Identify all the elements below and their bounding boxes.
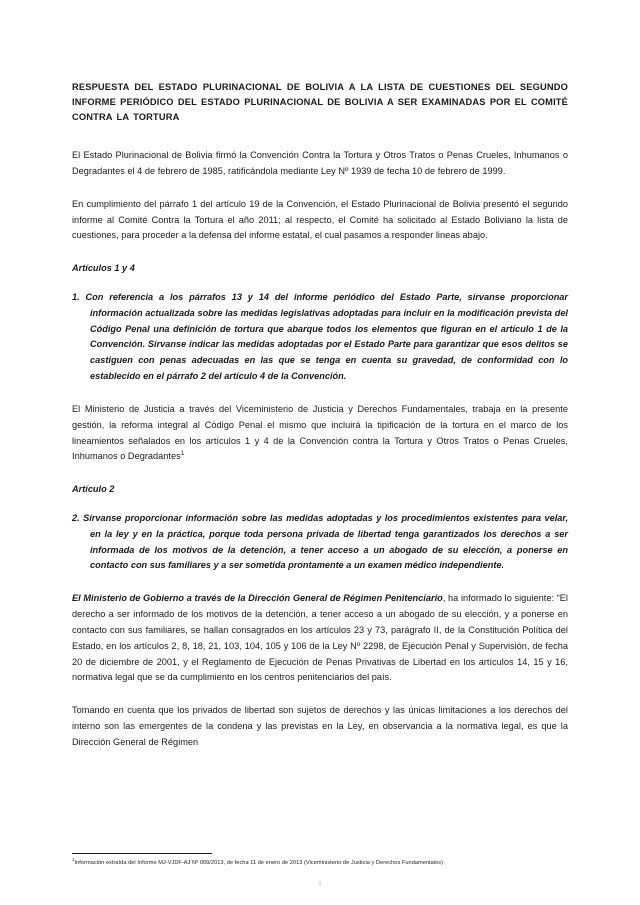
- closing-paragraph: Tomando en cuenta que los privados de libertad son sujetos de derechos y las únicas limitaciones a los derechos del interno son las emergentes de la condena y las previstas en la Ley, en observancia a la normativa legal, es que la Dirección General de Régimen: [72, 705, 568, 747]
- question-number-2: 2.: [72, 513, 80, 523]
- answer-paragraph-2: [72, 591, 568, 686]
- section-heading-articulos-1-y-4: Artículos 1 y 4: [72, 263, 135, 274]
- footnote-area: [72, 853, 568, 867]
- page-title: RESPUESTA DEL ESTADO PLURINACIONAL DE BOLIVIA A LA LISTA DE CUESTIONES DEL SEGUNDO INFORME PERIÓDICO DEL ESTADO PLURINACIONAL DE BOLIVIA A SER EXAMINADAS POR EL COMITÉ CONTRA LA TORTURA: [72, 82, 568, 123]
- question-item-1: [72, 290, 568, 385]
- footnote-separator: [72, 853, 212, 854]
- answer-text-1: El Ministerio de Justicia a través del Viceministerio de Justicia y Derechos Fundamentales, trabaja en la presente gestión, la reforma integral al Código Penal el mismo que incluirá la tipificación de la tortura en el marco de los lineamientos señalados en los artículos 1 y 4 de la Convención contra la Tortura y Otros Tratos o Penas Crueles, Inhumanos o Degradantes: [72, 403, 568, 462]
- section-heading-articulo-2: Artículo 2: [72, 484, 115, 495]
- answer-paragraph-1: [72, 402, 568, 465]
- footnote-marker: 1: [72, 857, 75, 863]
- page-number: 1: [318, 880, 322, 887]
- question-text-2: Sírvanse proporcionar información sobre las medidas adoptadas y los procedimientos existentes para velar, en la ley y en la práctica, porque toda persona privada de libertad tenga garantizados los derechos a ser informada de los motivos de la detención, a tener acceso a un abogado de su elección, a ponerse en contacto con sus familiares y a ser sometida prontamente a un examen médico independiente.: [83, 513, 568, 571]
- question-text-1: Con referencia a los párrafos 13 y 14 del informe periódico del Estado Parte, sírvanse proporcionar información actualizada sobre las medidas legislativas adoptadas para incluir en la modificación prevista del Código Penal una definición de tortura que abarque todos los elementos que figuran en el artículo 1 de la Convención. Sírvanse indicar las medidas adoptadas por el Estado Parte para garantizar que esos delitos se castiguen con penas adecuadas en las que se tenga en cuenta su gravedad, de conformidad con lo establecido en el párrafo 2 del artículo 4 de la Convención.: [85, 292, 568, 382]
- intro-paragraph-2: En cumplimiento del párrafo 1 del artículo 19 de la Convención, el Estado Plurinacional de Bolivia presentó el segundo informe al Comité Contra la Tortura el año 2011; al respecto, el Comité ha solicitado al Estado Boliviano la lista de cuestiones, para proceder a la defensa del informe estatal, el cual pasamos a responder lineas abajo.: [72, 198, 568, 241]
- intro-paragraph-1: El Estado Plurinacional de Bolivia firmó la Convención Contra la Tortura y Otros Tratos o Penas Crueles, Inhumanos o Degradantes el 4 de febrero de 1985, ratificándola mediante Ley Nº 1939 de fecha 10 de febrero de 1999.: [72, 150, 568, 176]
- question-item-2: [72, 511, 568, 574]
- answer-body-2: , ha informado lo siguiente: “El derecho a ser informado de los motivos de la detención, a tener acceso a un abogado de su elección, y a ponerse en contacto con sus familiares, se hallan consagrados en los artículos 23 y 73, parágrafo II, de la Constitución Política del Estado, en los artículos 2, 8, 18, 21, 103, 104, 105 y 106 de la Ley Nº 2298, de Ejecución Penal y Supervisión, de fecha 20 de diciembre de 2001, y el Reglamento de Ejecución de Penas Privativas de Libertad en los artículos 14, 15 y 16, normativa legal que se da cumplimiento en los centros penitenciarios del país.: [72, 593, 568, 683]
- footnote-1: [72, 859, 568, 867]
- footnote-body: Información extraída del Informe MJ-VJDF-AJ Nº 009/2013, de fecha 11 de enero de 2013 (Viceministerio de Justicia y Derechos Fundamentales): [74, 859, 444, 866]
- footnote-reference-1[interactable]: 1: [180, 450, 185, 458]
- question-number-1: 1.: [72, 292, 80, 302]
- answer-lead-emphasis-2: El Ministerio de Gobierno a través de la Dirección General de Régimen Penitenciario: [72, 593, 443, 604]
